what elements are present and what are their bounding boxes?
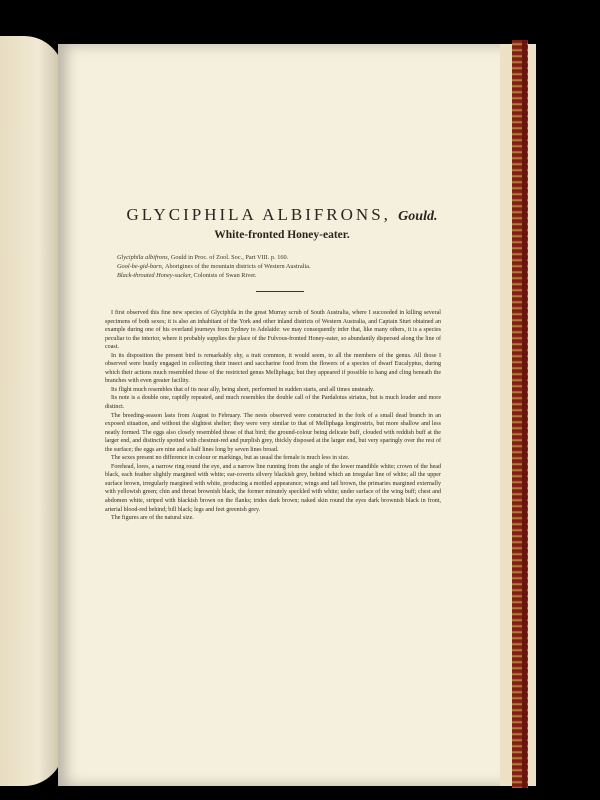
synonymy-list (117, 253, 447, 280)
paragraph: The figures are of the natural size. (111, 515, 194, 522)
synonym-line: Black-throated Honey-sucker, Colonists of Swan River. (117, 272, 257, 279)
paragraph: I first observed this fine new species of Glyciphila in the great Murray scrub of South Australia, where I succeeded in killing several specimens of both sexes; it is also an inhabitant of the York and other inland districts of Western Australia, and Captain Sturt obtained an example during one of his overland journeys from Sydney to Adelaide: we may consequently infer that, like many others, it is a species peculiar to the interior, where it probably supplies the place of the Fulvous-fronted Honey-eater, so abundantly dispersed along the line of coast. (105, 310, 441, 351)
divider-rule (256, 291, 304, 292)
species-author: Gould. (398, 209, 438, 224)
synonym-line: Gool-be-gid-barn, Aborigines of the mountain districts of Western Australia. (117, 263, 311, 270)
paragraph: Its note is a double one, rapidly repeated, and much resembles the double call of the Pardalotus striatus, but is much louder and more distinct. (105, 395, 441, 411)
synonym-line: Glyciphila albifrons, Gould in Proc. of Zool. Soc., Part VIII. p. 160. (117, 254, 289, 261)
paragraph: The breeding-season lasts from August to February. The nests observed were constructed in the fork of a small dead branch in an exposed situation, and without the slightest shelter; they were very similar to that of Melliphaga longirostris, but more shallow and less neatly formed. The eggs also closely resembled those of that bird; the ground-colour being delicate buff, clouded with reddish buff at the larger end, and distinctly spotted with chestnut-red and purplish grey, thickly disposed at the larger end, but very sparingly over the rest of the surface; the eggs are nine and a half lines long by seven lines broad. (105, 412, 441, 453)
left-page-edge (0, 36, 64, 786)
common-name: White-fronted Honey-eater. (214, 229, 350, 241)
paragraph: In its disposition the present bird is remarkably shy, a trait common, it would seem, to all the members of the genus. All those I observed were busily engaged in collecting their insect and saccharine food from the flowers of a species of dwarf Eucalyptus, during which their actions much resembled those of the restricted genus Melliphaga; but they appeared if possible to hang and cling beneath the branches with even greater facility. (105, 352, 441, 385)
body-text (105, 309, 441, 523)
page-title (58, 205, 506, 225)
paragraph: Its flight much resembles that of its near ally, being short, performed in sudden starts, and all times unsteady. (111, 386, 375, 393)
book-cover-spine (522, 40, 527, 788)
paragraph: The sexes present no difference in colour or markings, but as usual the female is much less in size. (111, 455, 350, 462)
paragraph: Forehead, lores, a narrow ring round the eye, and a narrow line running from the angle of the lower mandible white; crown of the head black, each feather slightly margined with white; ear-coverts silvery blackish grey, behind which an irregular line of white; all the upper surface brown, irregularly margined with white, producing a mottled appearance; wings and tail brown, the primaries margined externally with yellowish green; chin and throat brownish black, the former minutely speckled with white; under surface of the wing buff; chest and abdomen white, striped with blackish brown on the flanks; irides dark brown; naked skin round the eyes dark brownish black in front, arterial blood-red behind; bill black; legs and feet greenish grey. (105, 463, 441, 513)
species-name: GLYCIPHILA ALBIFRONS, (126, 205, 391, 224)
